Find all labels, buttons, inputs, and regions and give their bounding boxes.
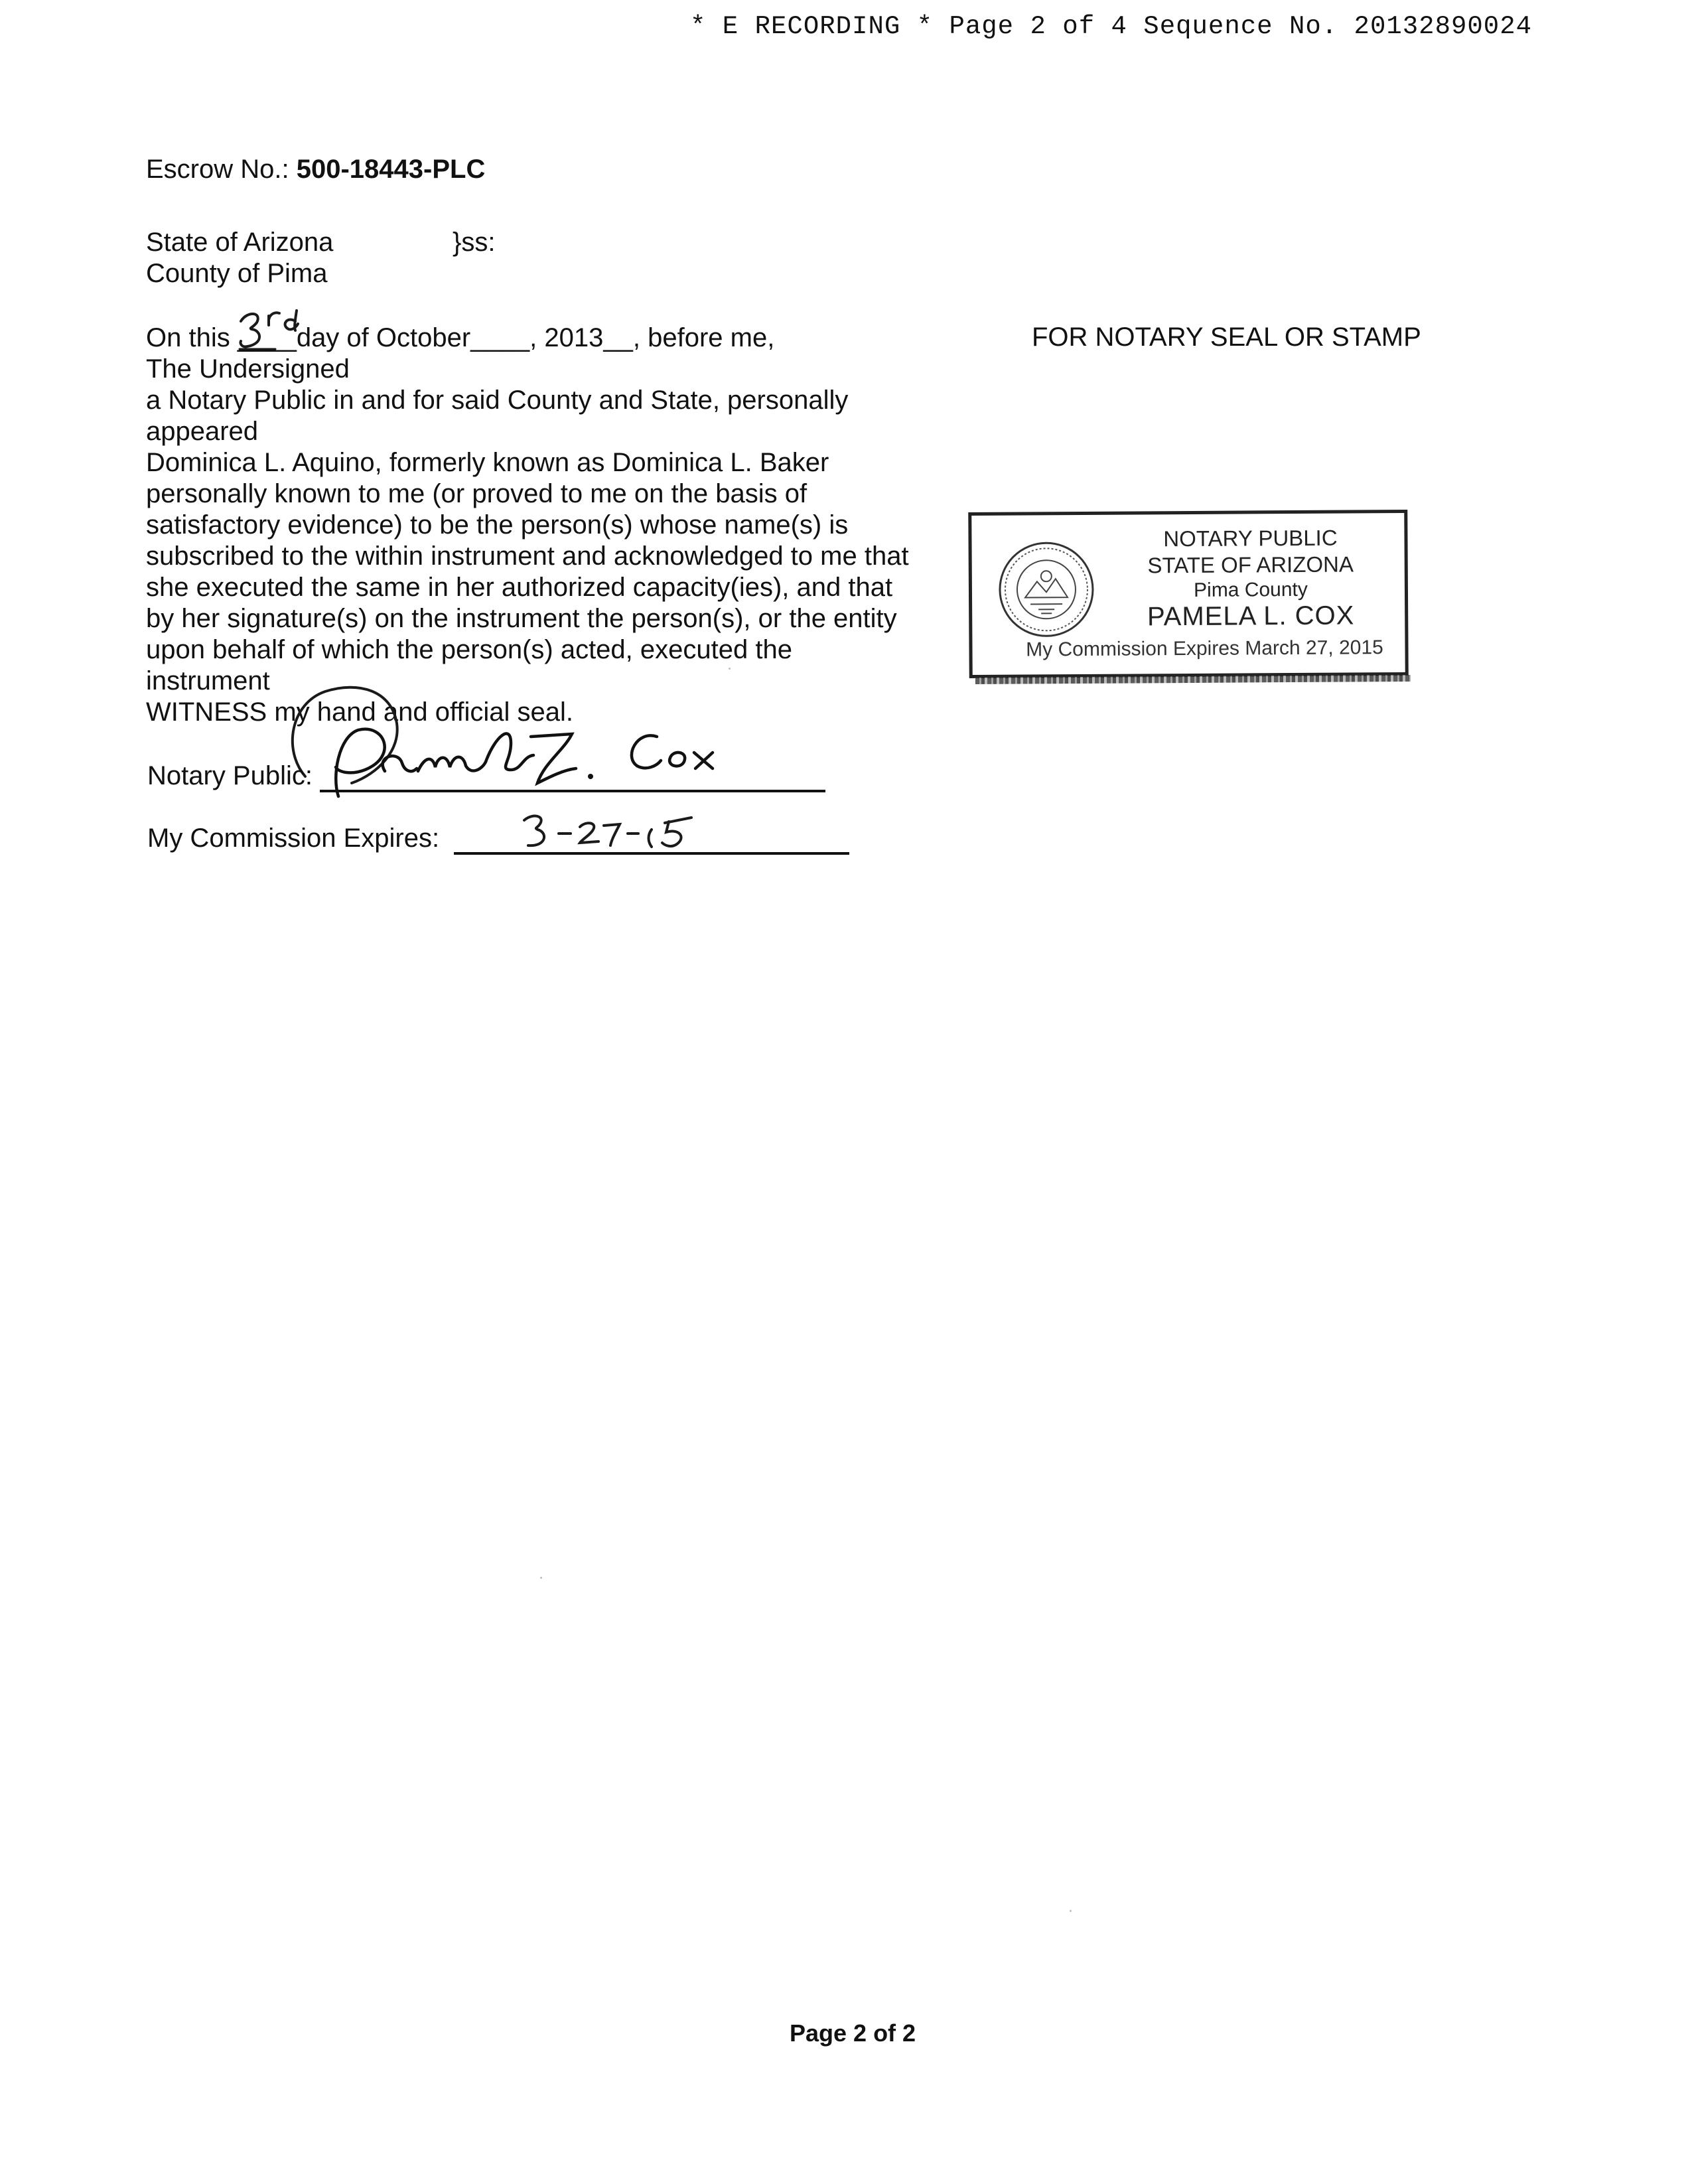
- venue-ss-mark: }ss:: [453, 228, 496, 257]
- handwritten-expiry: [518, 803, 717, 856]
- scan-speck: [1070, 1910, 1072, 1912]
- stamp-expiry: My Commission Expires March 27, 2015: [1026, 636, 1383, 661]
- acknowledgment-line: The Undersigned: [146, 354, 350, 384]
- handwritten-day: [236, 307, 315, 353]
- venue-county: County of Pima: [146, 259, 328, 288]
- escrow-line: [146, 154, 485, 185]
- recording-header: * E RECORDING * Page 2 of 4 Sequence No. 20132890024: [690, 12, 1532, 41]
- acknowledgment-line: a Notary Public in and for said County and State, personally: [146, 386, 849, 415]
- stamp-smudge: [975, 675, 1411, 684]
- page-footer: Page 2 of 2: [790, 2019, 916, 2047]
- acknowledgment-line: WITNESS my hand and official seal.: [146, 697, 573, 727]
- scan-speck: [729, 668, 731, 670]
- escrow-label: Escrow No.:: [146, 155, 289, 184]
- notary-signature: [312, 684, 790, 816]
- venue-state: State of Arizona: [146, 228, 334, 257]
- notary-stamp: [968, 510, 1409, 678]
- commission-expires-label: My Commission Expires:: [147, 824, 440, 853]
- acknowledgment-line: instrument: [146, 666, 270, 695]
- stamp-county: Pima County: [1193, 578, 1308, 601]
- stamp-notary-name: PAMELA L. COX: [1147, 601, 1355, 632]
- stamp-title: NOTARY PUBLIC: [1163, 525, 1338, 551]
- acknowledgment-text: [146, 323, 909, 728]
- acknowledgment-line: On this ____day of October____, 2013__, before me,: [146, 323, 775, 352]
- notary-public-label: Notary Public:: [147, 761, 313, 790]
- seal-area-heading: FOR NOTARY SEAL OR STAMP: [1032, 323, 1421, 352]
- acknowledgment-line: by her signature(s) on the instrument the person(s), or the entity: [146, 604, 897, 633]
- acknowledgment-line: subscribed to the within instrument and acknowledged to me that: [146, 542, 909, 571]
- stamp-state: STATE OF ARIZONA: [1147, 551, 1354, 578]
- acknowledgment-line: personally known to me (or proved to me on the basis of: [146, 479, 808, 508]
- scan-speck: [540, 1577, 542, 1579]
- acknowledgment-line: she executed the same in her authorized capacity(ies), and that: [146, 573, 893, 602]
- state-seal-icon: [997, 540, 1096, 639]
- acknowledgment-line: Dominica L. Aquino, formerly known as Dominica L. Baker: [146, 448, 829, 477]
- acknowledgment-line: satisfactory evidence) to be the person(s) whose name(s) is: [146, 510, 849, 540]
- acknowledgment-line: upon behalf of which the person(s) acted, executed the: [146, 635, 792, 664]
- acknowledgment-line: appeared: [146, 417, 259, 446]
- escrow-number: 500-18443-PLC: [296, 155, 486, 184]
